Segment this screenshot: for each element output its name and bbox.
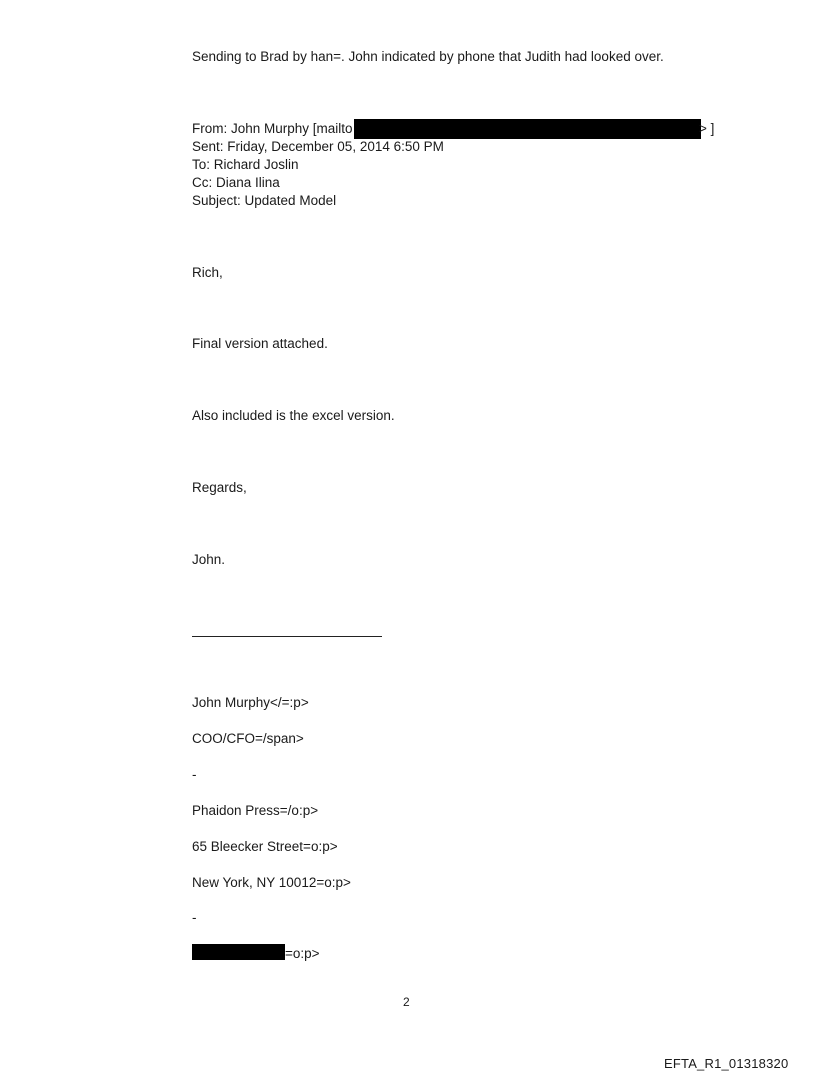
- redaction-bar-phone: [192, 944, 285, 960]
- greeting: Rich,: [192, 265, 223, 280]
- closing: Regards,: [192, 480, 247, 495]
- signature-name: John Murphy</=:p>: [192, 695, 309, 710]
- signature-company: Phaidon Press=/o:p>: [192, 803, 319, 818]
- page-number: 2: [403, 995, 410, 1009]
- signature-dash-2: -: [192, 910, 197, 925]
- signature-phone-tail: =o:p>: [285, 946, 320, 961]
- document-id: EFTA_R1_01318320: [664, 1056, 789, 1071]
- signature-divider: [192, 636, 382, 637]
- sent-line: Sent: Friday, December 05, 2014 6:50 PM: [192, 139, 444, 154]
- signature-title: COO/CFO=/span>: [192, 731, 304, 746]
- from-line-tail: > ]: [699, 121, 715, 136]
- signature-city: New York, NY 10012=o:p>: [192, 875, 351, 890]
- cc-line: Cc: Diana Ilina: [192, 175, 280, 190]
- from-line: [192, 120, 353, 138]
- sender-name: John.: [192, 552, 226, 567]
- redaction-bar-email: [354, 119, 701, 139]
- body-line-excel-version: Also included is the excel version.: [192, 408, 395, 423]
- to-line: To: Richard Joslin: [192, 157, 299, 172]
- forward-note: Sending to Brad by han=. John indicated by phone that Judith had looked over.: [192, 49, 664, 64]
- from-label: From: John Murphy [mailto: [192, 121, 353, 136]
- signature-dash-1: -: [192, 767, 197, 782]
- subject-line: Subject: Updated Model: [192, 193, 337, 208]
- signature-street: 65 Bleecker Street=o:p>: [192, 839, 338, 854]
- body-line-final-version: Final version attached.: [192, 336, 328, 351]
